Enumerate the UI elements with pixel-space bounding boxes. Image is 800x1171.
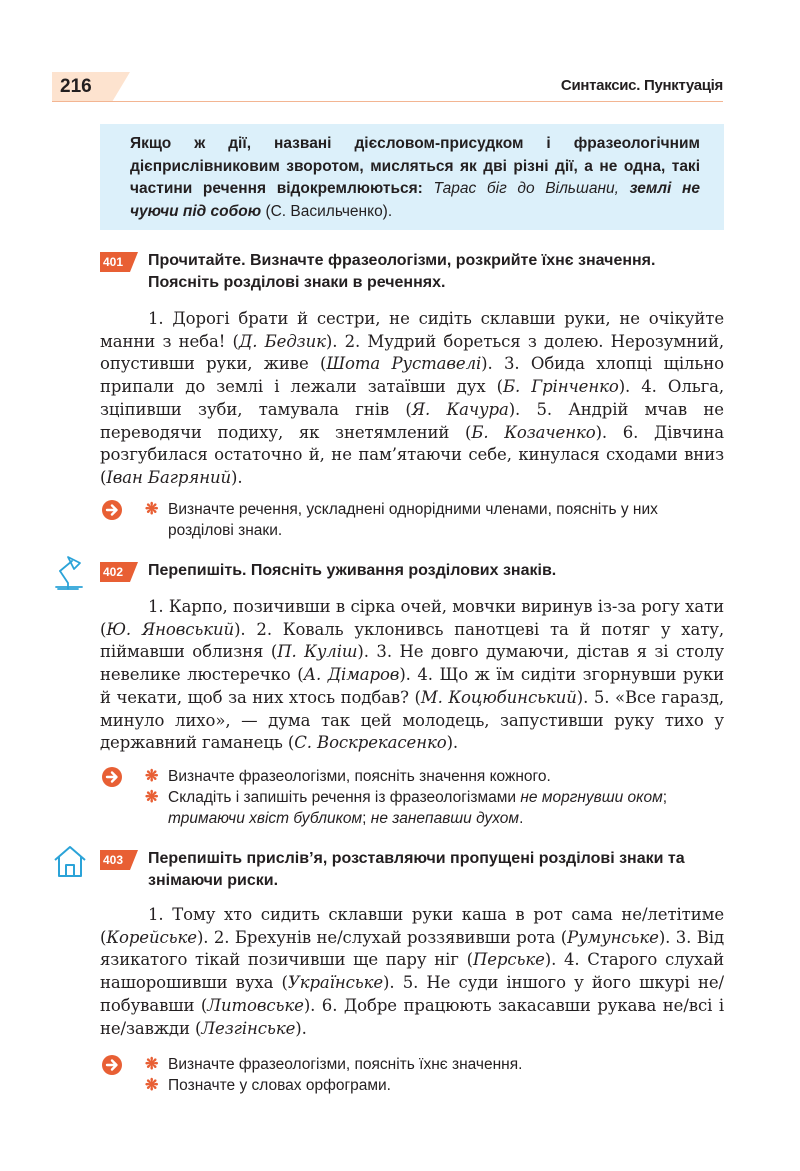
source-author: Іван Багряний xyxy=(106,467,232,487)
text-segment: ). 3. Від язикатого тікай позичивши ще пару ніг ( xyxy=(100,927,724,970)
exercise-402 xyxy=(100,560,724,755)
source-author: Перське xyxy=(472,950,545,970)
followup-task: ❋ Складіть і запишіть речення із фразеологізмами не моргнувши оком; тримаючи хвіст бубликом; не занепавши духом. xyxy=(145,789,668,827)
desk-lamp-icon xyxy=(52,553,86,593)
exercise-403 xyxy=(100,848,724,1040)
text-segment: ). 5. «Все гаразд, минуло лихо», — дума так цей молодець, запустивши руку тихо у державний гаманець ( xyxy=(100,687,725,753)
text-segment: ). 4. Що ж їм сидіти згорнувши руки й чекати, щоб за них хтось подбав? ( xyxy=(100,665,724,707)
rule-example-source: (С. Васильченко). xyxy=(265,202,393,220)
exercise-number: 403 xyxy=(100,850,130,870)
followup-tasks-402 xyxy=(100,766,724,829)
followup-task: ❋ Визначте речення, ускладнені однорідними членами, поясніть у них розділові знаки. xyxy=(145,501,658,539)
home-icon xyxy=(52,843,88,879)
rule-example-bold: землі не чуючи під собою xyxy=(130,180,700,220)
text-segment: ). 4. Ольга, зціпивши зуби, тамувала гнів ( xyxy=(100,377,725,419)
page-header xyxy=(0,72,800,102)
source-author: С. Воскрекасенко xyxy=(294,733,447,753)
exercise-number: 401 xyxy=(100,252,130,272)
section-title: Синтаксис. Пунктуація xyxy=(560,77,723,94)
source-author: Б. Козаченко xyxy=(471,422,596,442)
text-segment: ). 6. Дівчина розгубилася остаточно й, не пам’ятаючи себе, кинулася сходами вниз ( xyxy=(100,422,725,487)
exercise-text xyxy=(100,596,724,755)
source-author: А. Дімаров xyxy=(303,665,400,685)
rule-example-start: Тарас біг до Вільшани, xyxy=(433,180,619,197)
asterisk-icon: ❋ xyxy=(145,789,159,806)
text-segment: ). 4. Старого слухай нашорошивши вуха ( xyxy=(100,950,724,993)
text-segment: ). 5. Андрій мчав не переводячи подиху, як знетямлений ( xyxy=(100,399,724,442)
text-segment: 1. Карпо, позичивши в сірка очей, мовчки виринув із-за рогу хати ( xyxy=(100,597,724,639)
source-author: Я. Качура xyxy=(411,399,509,419)
text-segment: ). xyxy=(295,1018,307,1038)
source-author: Ю. Яновський xyxy=(106,619,235,639)
source-author: Лезгінське xyxy=(201,1018,296,1038)
source-author: Українське xyxy=(287,973,384,993)
text-segment: 1. Тому хто сидить склавши руки каша в рот сама не/летітиме ( xyxy=(100,905,724,947)
exercise-task: Перепишіть. Поясніть уживання розділових знаків. xyxy=(148,562,557,579)
source-author: П. Куліш xyxy=(277,642,358,662)
asterisk-icon: ❋ xyxy=(145,1077,159,1094)
source-author: М. Коцюбинський xyxy=(420,687,577,707)
asterisk-icon: ❋ xyxy=(145,768,159,785)
followup-task: ❋ Визначте фразеологізми, поясніть їхнє значення. xyxy=(145,1056,523,1073)
text-segment: ). xyxy=(446,733,459,753)
text-segment: ). 2. Брехунів не/слухай роззявивши рота ( xyxy=(196,927,568,947)
rule-bold-text: Якщо ж дії, названі дієсловом-присудком і фразеологічним дієприслівниковим зворотом, мисляться як дві різні дії, а не одна, такі частини речення відокремлюються: xyxy=(130,135,700,197)
source-author: Корейське xyxy=(106,927,197,947)
source-author: Шота Руставелі xyxy=(326,354,482,374)
rule-box xyxy=(100,124,724,230)
text-segment: ). 6. Добре працюють закасавши рукава не/всі і не/завжди ( xyxy=(100,995,724,1038)
exercise-task: Прочитайте. Визначте фразеологізми, розкрийте їхнє значення. Поясніть розділові знаки в реченнях. xyxy=(148,252,656,291)
text-segment: ). 3. Обида хлопці щільно припали до землі і лежали затаївши дух ( xyxy=(100,354,725,397)
source-author: Литовське xyxy=(207,995,304,1015)
exercise-text xyxy=(100,308,724,490)
source-author: Румунське xyxy=(567,927,659,947)
exercise-text xyxy=(100,904,724,1040)
asterisk-icon: ❋ xyxy=(145,1056,159,1073)
followup-tasks-401 xyxy=(100,499,724,541)
text-segment: ). xyxy=(231,467,243,487)
followup-task: ❋ Позначте у словах орфограми. xyxy=(145,1077,391,1094)
exercise-401 xyxy=(100,250,724,490)
header-divider xyxy=(52,101,723,102)
exercise-task: Перепишіть прислів’я, розставляючи пропущені розділові знаки та знімаючи риски. xyxy=(148,850,685,889)
text-segment: ). 2. Мудрий бореться з долею. Нерозумний, опустивши руки, живе ( xyxy=(100,331,724,374)
source-author: Д. Бедзик xyxy=(238,331,326,351)
text-segment: ). 2. Коваль уклонивсь панотцеві та й потяг у хату, піймавши облизня ( xyxy=(100,619,724,662)
text-segment: 1. Дорогі брати й сестри, не сидіть склавши руки, не очікуйте манни з неба! ( xyxy=(100,309,724,351)
text-segment: ). 3. Не довго думаючи, дістав я зі столу невелике люстеречко ( xyxy=(100,642,724,685)
followup-task: ❋ Визначте фразеологізми, поясніть значення кожного. xyxy=(145,768,551,785)
exercise-number: 402 xyxy=(100,562,130,582)
source-author: Б. Грінченко xyxy=(503,377,619,397)
followup-tasks-403 xyxy=(100,1054,724,1096)
page-number: 216 xyxy=(52,72,112,102)
text-segment: ). 5. Не суди іншого у його шкурі не/побувавши ( xyxy=(100,973,724,1015)
asterisk-icon: ❋ xyxy=(145,501,159,518)
